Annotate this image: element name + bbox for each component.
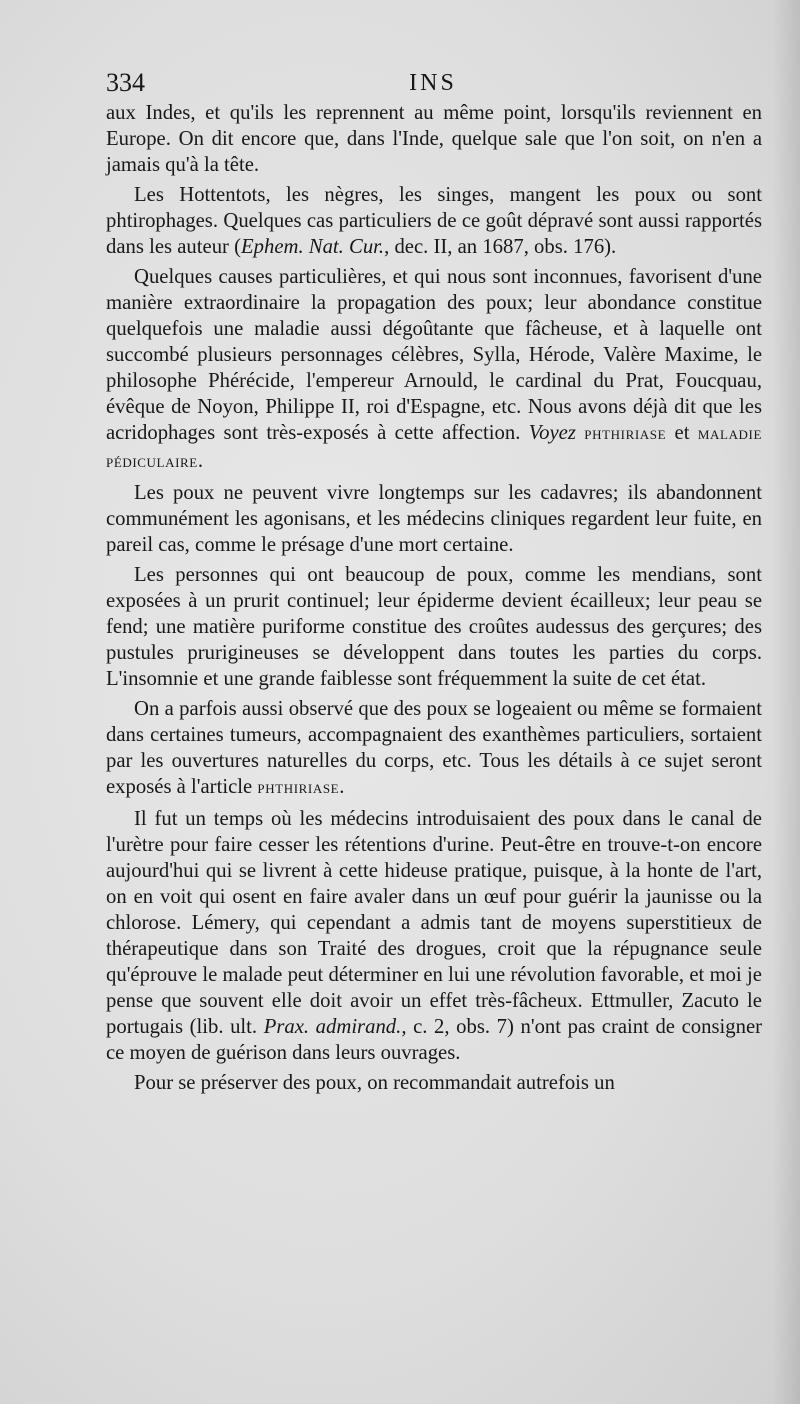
paragraph-2-end: , dec. II, an 1687, obs. 176). bbox=[384, 236, 617, 258]
running-head: INS bbox=[409, 70, 457, 96]
paragraph-3-end: . bbox=[197, 450, 203, 472]
see-also-label: Voyez bbox=[528, 422, 576, 444]
paragraph-8: Pour se préserver des poux, on recommandait autrefois un bbox=[134, 1072, 615, 1094]
paragraph-7-end: , c. 2, obs. 7) n'ont pas craint de consigner ce moyen de guérison dans leurs ouvrages. bbox=[106, 1016, 763, 1064]
page-number: 334 bbox=[106, 68, 145, 97]
cross-reference-joiner: et bbox=[666, 422, 698, 444]
paragraph-7 bbox=[106, 806, 762, 1066]
paragraph-6-text: On a parfois aussi observé que des poux se logeaient ou même se formaient dans certaines tumeurs, accompagnaient des exanthèmes particuliers, sortaient par les ouvertures naturelles du corps, etc. Tous les détails à ce sujet seront exposés à l'article bbox=[106, 698, 762, 798]
paragraph-3-text: Quelques causes particulières, et qui nous sont inconnues, favorisent d'une manière extraordinaire la propagation des poux; leur abondance constitue quelquefois une maladie aussi dégoûtante que fâcheuse, et à laquelle ont succombé plusieurs personnages célèbres, Sylla, Hérode, Valère Maxime, le philosophe Phérécide, l'empereur Arnould, le cardinal du Prat, Foucquau, évêque de Noyon, Philippe II, roi d'Espagne, etc. Nous avons déjà dit que les acridophages sont très-exposés à cette affection. bbox=[106, 266, 762, 444]
paragraph-4: Les poux ne peuvent vivre longtemps sur les cadavres; ils abandonnent communément les agonisans, et les médecins cliniques regardent leur fuite, en pareil cas, comme le présage d'une mort certaine. bbox=[106, 482, 762, 556]
citation-ephem: Ephem. Nat. Cur. bbox=[241, 236, 385, 258]
paragraph-3 bbox=[106, 264, 762, 476]
paragraph-6-end: . bbox=[339, 776, 345, 798]
cross-reference-maladie: MALADIE PÉDICULAIRE bbox=[106, 427, 763, 470]
article-body bbox=[106, 100, 762, 1100]
paragraph-6 bbox=[106, 696, 762, 802]
page-edge-shadow bbox=[772, 0, 800, 1404]
paragraph-5: Les personnes qui ont beaucoup de poux, comme les mendians, sont exposées à un prurit continuel; leur épiderme devient écailleux; leur peau se fend; une matière puriforme constitue des croûtes audessus des gerçures; des pustules prurigineuses se développent dans toutes les parties du corps. L'insomnie et une grande faiblesse sont fréquemment la suite de cet état. bbox=[106, 564, 762, 690]
cross-reference-phthiriase-2: PHTHIRIASE bbox=[257, 781, 340, 796]
paragraph-1: aux Indes, et qu'ils les reprennent au même point, lorsqu'ils reviennent en Europe. On dit encore que, dans l'Inde, quelque sale que l'on soit, on n'en a jamais qu'à la tête. bbox=[106, 102, 762, 176]
page-header bbox=[106, 66, 760, 100]
paragraph-2 bbox=[106, 182, 762, 260]
cross-reference-phthiriase: PHTHIRIASE bbox=[584, 427, 667, 442]
paragraph-2-text: Les Hottentots, les nègres, les singes, mangent les poux ou sont phtirophages. Quelques cas particuliers de ce goût dépravé sont aussi rapportés dans les auteur ( bbox=[106, 184, 762, 258]
paragraph-7-text: Il fut un temps où les médecins introduisaient des poux dans le canal de l'urètre pour faire cesser les rétentions d'urine. Peut-être en trouve-t-on encore aujourd'hui qui se livrent à cette hideuse pratique, puisque, à la honte de l'art, on en voit qui osent en faire avaler dans un œuf pour guérir la jaunisse ou la chlorose. Lémery, qui cependant a admis tant de moyens superstitieux de thérapeutique dans son Traité des drogues, croit que la répugnance seule qu'éprouve le malade peut déterminer en lui une révolution favorable, et moi je pense que souvent elle doit avoir un effet très-fâcheux. Ettmuller, Zacuto le portugais (lib. ult. bbox=[106, 808, 762, 1038]
citation-prax: Prax. admirand. bbox=[263, 1016, 402, 1038]
